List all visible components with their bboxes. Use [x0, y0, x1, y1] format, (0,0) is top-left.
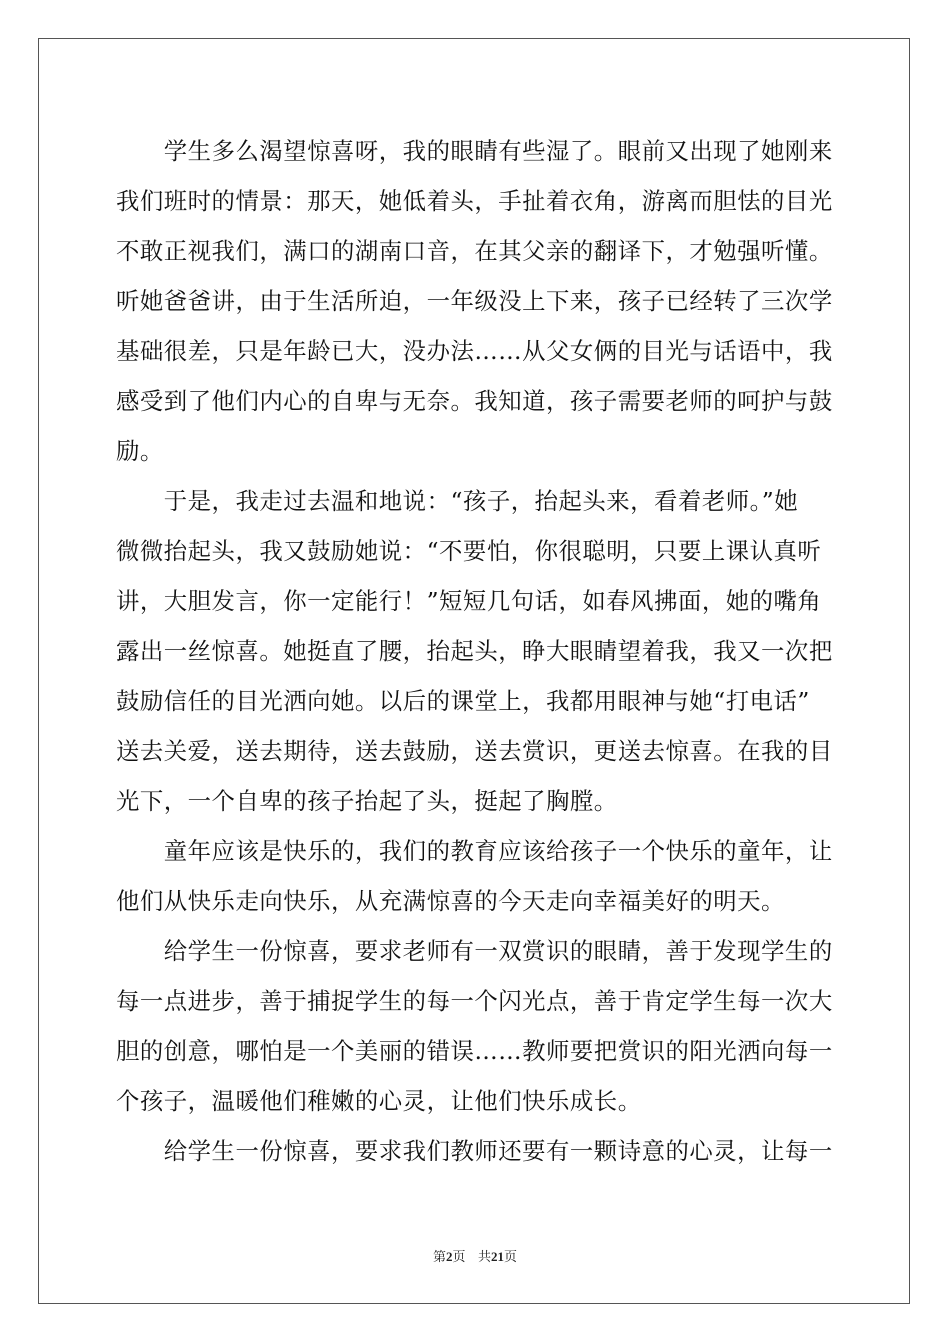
- total-prefix: 共: [477, 1250, 491, 1265]
- total-unit: 页: [503, 1250, 517, 1265]
- text-line: 于是，我走过去温和地说：“孩子，抬起头来，看着老师。”她: [116, 487, 799, 515]
- text-line: 每一点进步，善于捕捉学生的每一个闪光点，善于肯定学生每一次大: [116, 987, 833, 1015]
- text-line: 基础很差，只是年龄已大，没办法……从父女俩的目光与话语中，我: [116, 337, 833, 365]
- page-footer: [0, 1248, 950, 1267]
- text-line: 微微抬起头，我又鼓励她说：“不要怕，你很聪明，只要上课认真听: [116, 537, 822, 565]
- text-line: 励。: [116, 437, 164, 465]
- text-line: 送去关爱，送去期待，送去鼓励，送去赏识，更送去惊喜。在我的目: [116, 737, 833, 765]
- text-line: 童年应该是快乐的，我们的教育应该给孩子一个快乐的童年，让: [116, 837, 833, 865]
- page-prefix: 第: [433, 1250, 447, 1265]
- text-line: 给学生一份惊喜，要求我们教师还要有一颗诗意的心灵，让每一: [116, 1137, 833, 1165]
- text-line: 他们从快乐走向快乐，从充满惊喜的今天走向幸福美好的明天。: [116, 887, 785, 915]
- text-line: 学生多么渴望惊喜呀，我的眼睛有些湿了。眼前又出现了她刚来: [116, 137, 833, 165]
- text-line: 我们班时的情景：那天，她低着头，手扯着衣角，游离而胆怯的目光: [116, 187, 833, 215]
- page-number: 2: [446, 1249, 453, 1264]
- text-line: 露出一丝惊喜。她挺直了腰，抬起头，睁大眼睛望着我，我又一次把: [116, 637, 833, 665]
- text-line: 不敢正视我们，满口的湖南口音，在其父亲的翻译下，才勉强听懂。: [116, 237, 833, 265]
- text-line: 胆的创意，哪怕是一个美丽的错误……教师要把赏识的阳光洒向每一: [116, 1037, 833, 1065]
- total-pages: 21: [490, 1249, 504, 1264]
- text-line: 给学生一份惊喜，要求老师有一双赏识的眼睛，善于发现学生的: [116, 937, 833, 965]
- text-line: 感受到了他们内心的自卑与无奈。我知道，孩子需要老师的呵护与鼓: [116, 387, 833, 415]
- page-unit: 页: [452, 1250, 466, 1265]
- text-line: 讲，大胆发言，你一定能行！”短短几句话，如春风拂面，她的嘴角: [116, 587, 822, 615]
- text-line: 光下，一个自卑的孩子抬起了头，挺起了胸膛。: [116, 787, 618, 815]
- text-line: 鼓励信任的目光洒向她。以后的课堂上，我都用眼神与她“打电话”: [116, 687, 810, 715]
- text-line: 听她爸爸讲，由于生活所迫，一年级没上下来，孩子已经转了三次学: [116, 287, 833, 315]
- text-line: 个孩子，温暖他们稚嫩的心灵，让他们快乐成长。: [116, 1087, 642, 1115]
